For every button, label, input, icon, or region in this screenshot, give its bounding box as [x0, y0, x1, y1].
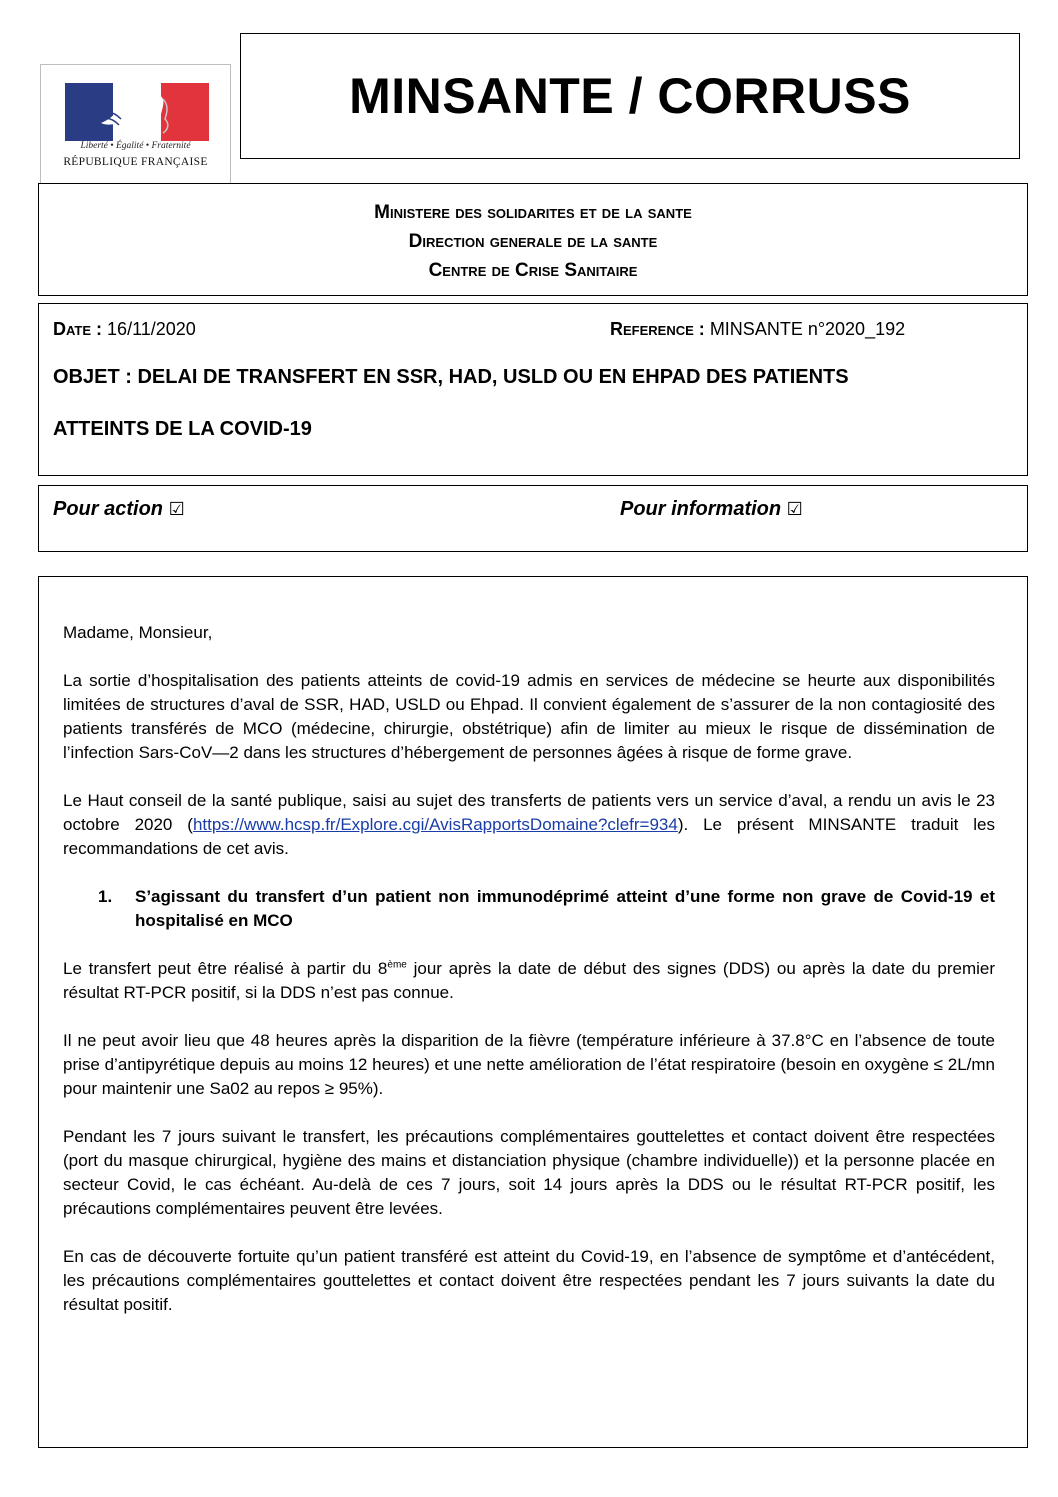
pour-information-label: Pour information: [620, 498, 782, 520]
paragraph-3: [63, 957, 995, 1005]
republic-logo: [40, 64, 231, 184]
greeting: Madame, Monsieur,: [63, 623, 213, 642]
page-title: MINSANTE / CORRUSS: [349, 68, 911, 124]
reference-value: MINSANTE n°2020_192: [709, 319, 906, 339]
info-box: [38, 303, 1028, 476]
title-box: [240, 33, 1020, 159]
ministry-line-2: Direction generale de la sante: [408, 231, 658, 252]
body-box: [38, 576, 1028, 1448]
paragraph-4: Il ne peut avoir lieu que 48 heures après la disparition de la fièvre (température inférieure à 37.8°C en l’absence de toute prise d’antipyrétique depuis au moins 12 heures) et une nette amélioration de l’état respiratoire (besoin en oxygène ≤ 2L/mn pour maintenir une Sa02 au repos ≥ 95%).: [63, 1031, 995, 1098]
checkbox-checked-icon: ☑: [786, 499, 803, 519]
paragraph-2-end: ). Le présent MINSANTE traduit les recommandations de cet avis.: [63, 815, 995, 858]
section-number: 1.: [98, 887, 113, 906]
pour-information: [620, 498, 803, 521]
paragraph-2: [63, 789, 995, 861]
paragraph-6: En cas de découverte fortuite qu’un patient transféré est atteint du Covid-19, en l’absence de symptôme et d’antécédent, les précautions complémentaires gouttelettes et contact doivent être respectées pendant les 7 jours suivants la date du résultat positif.: [63, 1247, 995, 1314]
section-heading: [63, 885, 995, 933]
date-row: [53, 319, 196, 340]
ministry-box: [38, 183, 1028, 296]
hcsp-link[interactable]: https://www.hcsp.fr/Explore.cgi/AvisRapportsDomaine?clefr=934: [192, 815, 678, 834]
motto-text: Liberté • Égalité • Fraternité: [80, 141, 191, 151]
paragraph-5: Pendant les 7 jours suivant le transfert, les précautions complémentaires gouttelettes et contact doivent être respectées (port du masque chirurgical, hygiène des mains et distanciation physique (chambre individuelle)) et la personne placée en secteur Covid, le cas échéant. Au-delà de ces 7 jours, soit 14 jours après la DDS ou le résultat RT-PCR positif, les précautions complémentaires peuvent être levées.: [63, 1127, 995, 1218]
paragraph-1: La sortie d’hospitalisation des patients atteints de covid-19 admis en services de médecine se heurte aux disponibilités limitées de structures d’aval de SSR, HAD, USLD ou Ehpad. Il convient également de s’assurer de la non contagiosité des patients transférés de MCO (médecine, chirurgie, obstétrique) afin de limiter au mieux le risque de dissémination de l’infection Sars-CoV—2 dans les structures d’hébergement de personnes âgées à risque de forme grave.: [63, 671, 995, 762]
marianne-flag-icon: [65, 83, 209, 141]
reference-label: Reference :: [610, 319, 705, 339]
action-box: [38, 485, 1028, 552]
paragraph-3-end: jour après la date de début des signes (DDS) ou après la date du premier résultat RT-PCR positif, si la DDS n’est pas connue.: [63, 959, 995, 1002]
ministry-line-3: Centre de Crise Sanitaire: [428, 260, 638, 281]
objet-line-2: ATTEINTS DE LA COVID-19: [53, 418, 312, 440]
paragraph-2-start: Le Haut conseil de la santé publique, saisi au sujet des transferts de patients vers un service d’aval, a rendu un avis le 23 octobre 2020 (: [63, 791, 995, 834]
date-label: Date :: [53, 319, 103, 339]
date-value: 16/11/2020: [107, 319, 196, 339]
reference-row: [610, 319, 905, 340]
body-content: [63, 621, 995, 1341]
paragraph-3-sup: ème: [387, 959, 407, 971]
pour-action: [53, 498, 185, 521]
section-title: S’agissant du transfert d’un patient non immunodéprimé atteint d’une forme non grave de Covid-19 et hospitalisé en MCO: [135, 887, 995, 930]
ministry-line-1: Ministere des solidarites et de la sante: [374, 202, 692, 223]
objet-line-1: OBJET : DELAI DE TRANSFERT EN SSR, HAD, USLD OU EN EHPAD DES PATIENTS: [53, 366, 849, 388]
paragraph-3-start: Le transfert peut être réalisé à partir du 8: [63, 959, 388, 978]
checkbox-checked-icon: ☑: [168, 499, 185, 519]
republic-text: RÉPUBLIQUE FRANÇAISE: [63, 156, 208, 168]
pour-action-label: Pour action: [53, 498, 164, 520]
